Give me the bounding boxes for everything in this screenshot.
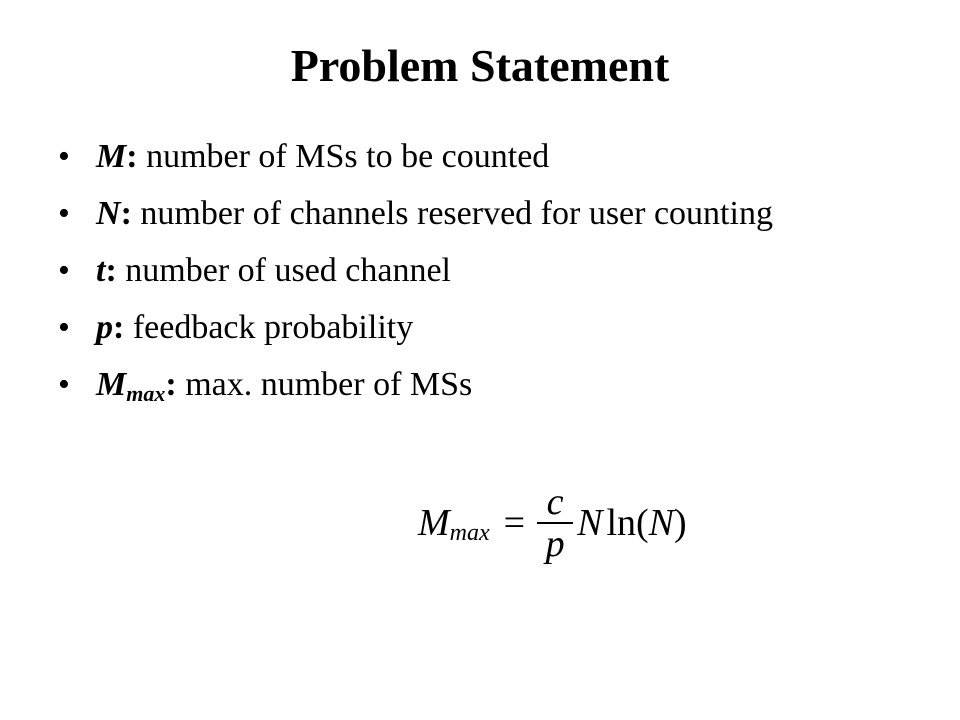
- formula-numerator: c: [546, 481, 564, 523]
- bullet-dot-icon: •: [58, 366, 70, 403]
- bullet-text: number of used channel: [116, 252, 452, 289]
- bullet-item-n: [58, 195, 818, 233]
- mmax-formula: [418, 482, 687, 564]
- formula-fraction: [537, 482, 573, 564]
- bullet-symbol: N: [96, 195, 121, 232]
- bullet-text: number of channels reserved for user counting: [131, 195, 773, 232]
- bullet-dot-icon: •: [58, 252, 70, 289]
- bullet-dot-icon: •: [58, 195, 70, 232]
- formula-open-paren: (: [636, 502, 649, 544]
- bullet-colon: :: [105, 252, 117, 289]
- bullet-symbol: [96, 366, 166, 406]
- bullet-dot-icon: •: [58, 138, 70, 175]
- formula-lhs-symbol: M: [418, 502, 450, 544]
- bullet-symbol: M: [96, 138, 127, 175]
- bullet-colon: :: [165, 366, 177, 403]
- bullet-item-m: [58, 138, 818, 176]
- bullet-text: feedback probability: [124, 309, 414, 346]
- formula-equals: =: [503, 502, 526, 544]
- bullet-symbol-subscript: max: [126, 381, 166, 406]
- formula-lhs-subscript: max: [449, 520, 490, 546]
- formula-denominator: p: [545, 523, 565, 565]
- formula-factor: N: [577, 502, 603, 544]
- slide-title: Problem Statement: [290, 40, 670, 91]
- bullet-item-p: [58, 309, 818, 347]
- bullet-text: number of MSs to be counted: [137, 138, 550, 175]
- formula-close-paren: ): [674, 502, 687, 544]
- bullet-item-mmax: [58, 366, 818, 404]
- formula-argument: N: [648, 502, 675, 544]
- bullet-colon: :: [113, 309, 125, 346]
- bullet-symbol: p: [96, 309, 113, 346]
- bullet-dot-icon: •: [58, 309, 70, 346]
- bullet-symbol: t: [96, 252, 106, 289]
- formula-log: ln: [606, 502, 636, 544]
- bullet-text: max. number of MSs: [176, 366, 473, 403]
- bullet-symbol-base: M: [96, 366, 127, 403]
- bullet-colon: :: [126, 138, 138, 175]
- bullet-item-t: [58, 252, 818, 290]
- bullet-list: [58, 138, 818, 423]
- bullet-colon: :: [120, 195, 132, 232]
